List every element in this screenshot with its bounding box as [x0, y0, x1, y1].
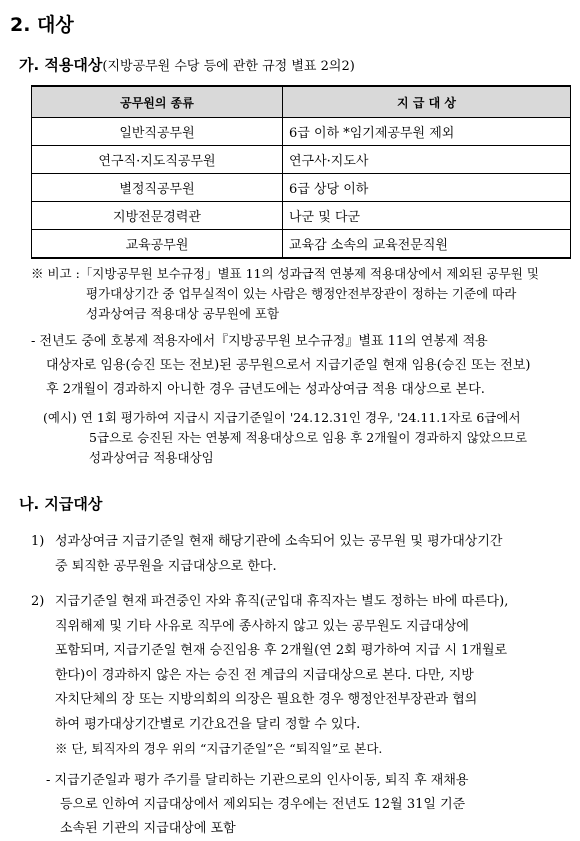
table-row: [32, 174, 571, 202]
rule-line: 등으로 인하여 지급대상에서 제외되는 경우에는 전년도 12월 31일 기준: [60, 797, 466, 812]
item-note: ※ 단, 퇴직자의 경우 위의 “지급기준일”은 “퇴직일”로 본다.: [55, 741, 383, 756]
rule-line: - 지급기준일과 평가 주기를 달리하는 기관으로의 인사이동, 퇴직 후 재채용: [46, 773, 469, 788]
table-cell: 교육공무원: [32, 230, 283, 259]
table-cell: 연구직·지도직공무원: [32, 146, 283, 174]
rule-line: - 전년도 중에 호봉제 적용자에서『지방공무원 보수규정』별표 11의 연봉제 적용: [31, 334, 488, 349]
table-row: [32, 230, 571, 259]
table-row: [32, 146, 571, 174]
note-line: 평가대상기간 중 업무실적이 있는 사람은 행정안전부장관이 정하는 기준에 따라: [86, 286, 517, 301]
payment-item-2: [31, 590, 576, 762]
item-line: 성과상여금 지급기준일 현재 해당기관에 소속되어 있는 공무원 및 평가대상기간: [55, 534, 503, 549]
section-na-title: 나. 지급대상: [19, 495, 103, 513]
example-line: (예시) 연 1회 평가하여 지급시 지급기준일이 '24.12.31인 경우, '24.11.1자로 6급에서: [43, 410, 521, 425]
table-cell: 나군 및 다군: [283, 202, 571, 230]
item-number: 2): [31, 594, 45, 609]
table-cell: 연구사·지도사: [283, 146, 571, 174]
section-ga-title: [19, 54, 355, 75]
note-line: 성과상여금 적용대상 공무원에 포함: [86, 306, 280, 321]
item-line: 직위해제 및 기타 사유로 직무에 종사하지 않고 있는 공무원도 지급대상에: [55, 618, 469, 634]
section-ga-subtitle: (지방공무원 수당 등에 관한 규정 별표 2의2): [102, 59, 355, 74]
rule-line: 소속된 기관의 지급대상에 포함: [60, 821, 236, 836]
item-line: 하여 평가대상기간별로 기간요건을 달리 정할 수 있다.: [55, 716, 361, 732]
note-line: ※ 비고 :「지방공무원 보수규정」별표 11의 성과급적 연봉제 적용대상에서 제외된 공무원 및: [31, 266, 539, 281]
item-line: 중 퇴직한 공무원을 지급대상으로 한다.: [55, 559, 277, 574]
table-cell: 6급 상당 이하: [283, 174, 571, 202]
table-note: [31, 264, 576, 324]
item-line: 지급기준일 현재 파견중인 자와 휴직(군입대 휴직자는 별도 정하는 바에 따른다),: [55, 594, 509, 609]
item-line: 포함되며, 지급기준일 현재 승진임용 후 2개월(연 2회 평가하여 지급 시 1개월로: [55, 643, 508, 658]
table-cell: 지방전문경력관: [32, 202, 283, 230]
item-number: 1): [31, 534, 45, 549]
promotion-rule: [31, 330, 576, 402]
section-heading: 2. 대상: [10, 14, 74, 36]
eligibility-table: [31, 85, 571, 259]
table-row: [32, 202, 571, 230]
table-header-row: [32, 86, 571, 118]
payment-item-1: [31, 529, 576, 579]
table-cell: 6급 이하 *임기제공무원 제외: [283, 118, 571, 146]
example-line: 5급으로 승진된 자는 연봉제 적용대상으로 임용 후 2개월이 경과하지 않았으므로: [89, 430, 528, 445]
table-cell: 일반직공무원: [32, 118, 283, 146]
item-line: 자치단체의 장 또는 지방의회의 의장은 필요한 경우 행정안전부장관과 협의: [55, 692, 478, 707]
transfer-rule: [46, 769, 576, 841]
rule-line: 후 2개월이 경과하지 아니한 경우 금년도에는 성과상여금 적용 대상으로 본다.: [46, 382, 485, 397]
example-box: [43, 408, 576, 468]
item-line: 한다)이 경과하지 않은 자는 승진 전 계급의 지급대상으로 본다. 다만, 지방: [55, 667, 474, 683]
table-header: 공무원의 종류: [32, 86, 283, 118]
table-cell: 교육감 소속의 교육전문직원: [283, 230, 571, 259]
table-cell: 별정직공무원: [32, 174, 283, 202]
table-row: [32, 118, 571, 146]
rule-line: 대상자로 임용(승진 또는 전보)된 공무원으로서 지급기준일 현재 임용(승진 또는 전보): [46, 358, 531, 373]
table-header: 지 급 대 상: [283, 86, 571, 118]
example-line: 성과상여금 적용대상임: [89, 450, 214, 465]
section-ga-label: 가. 적용대상: [19, 56, 103, 74]
